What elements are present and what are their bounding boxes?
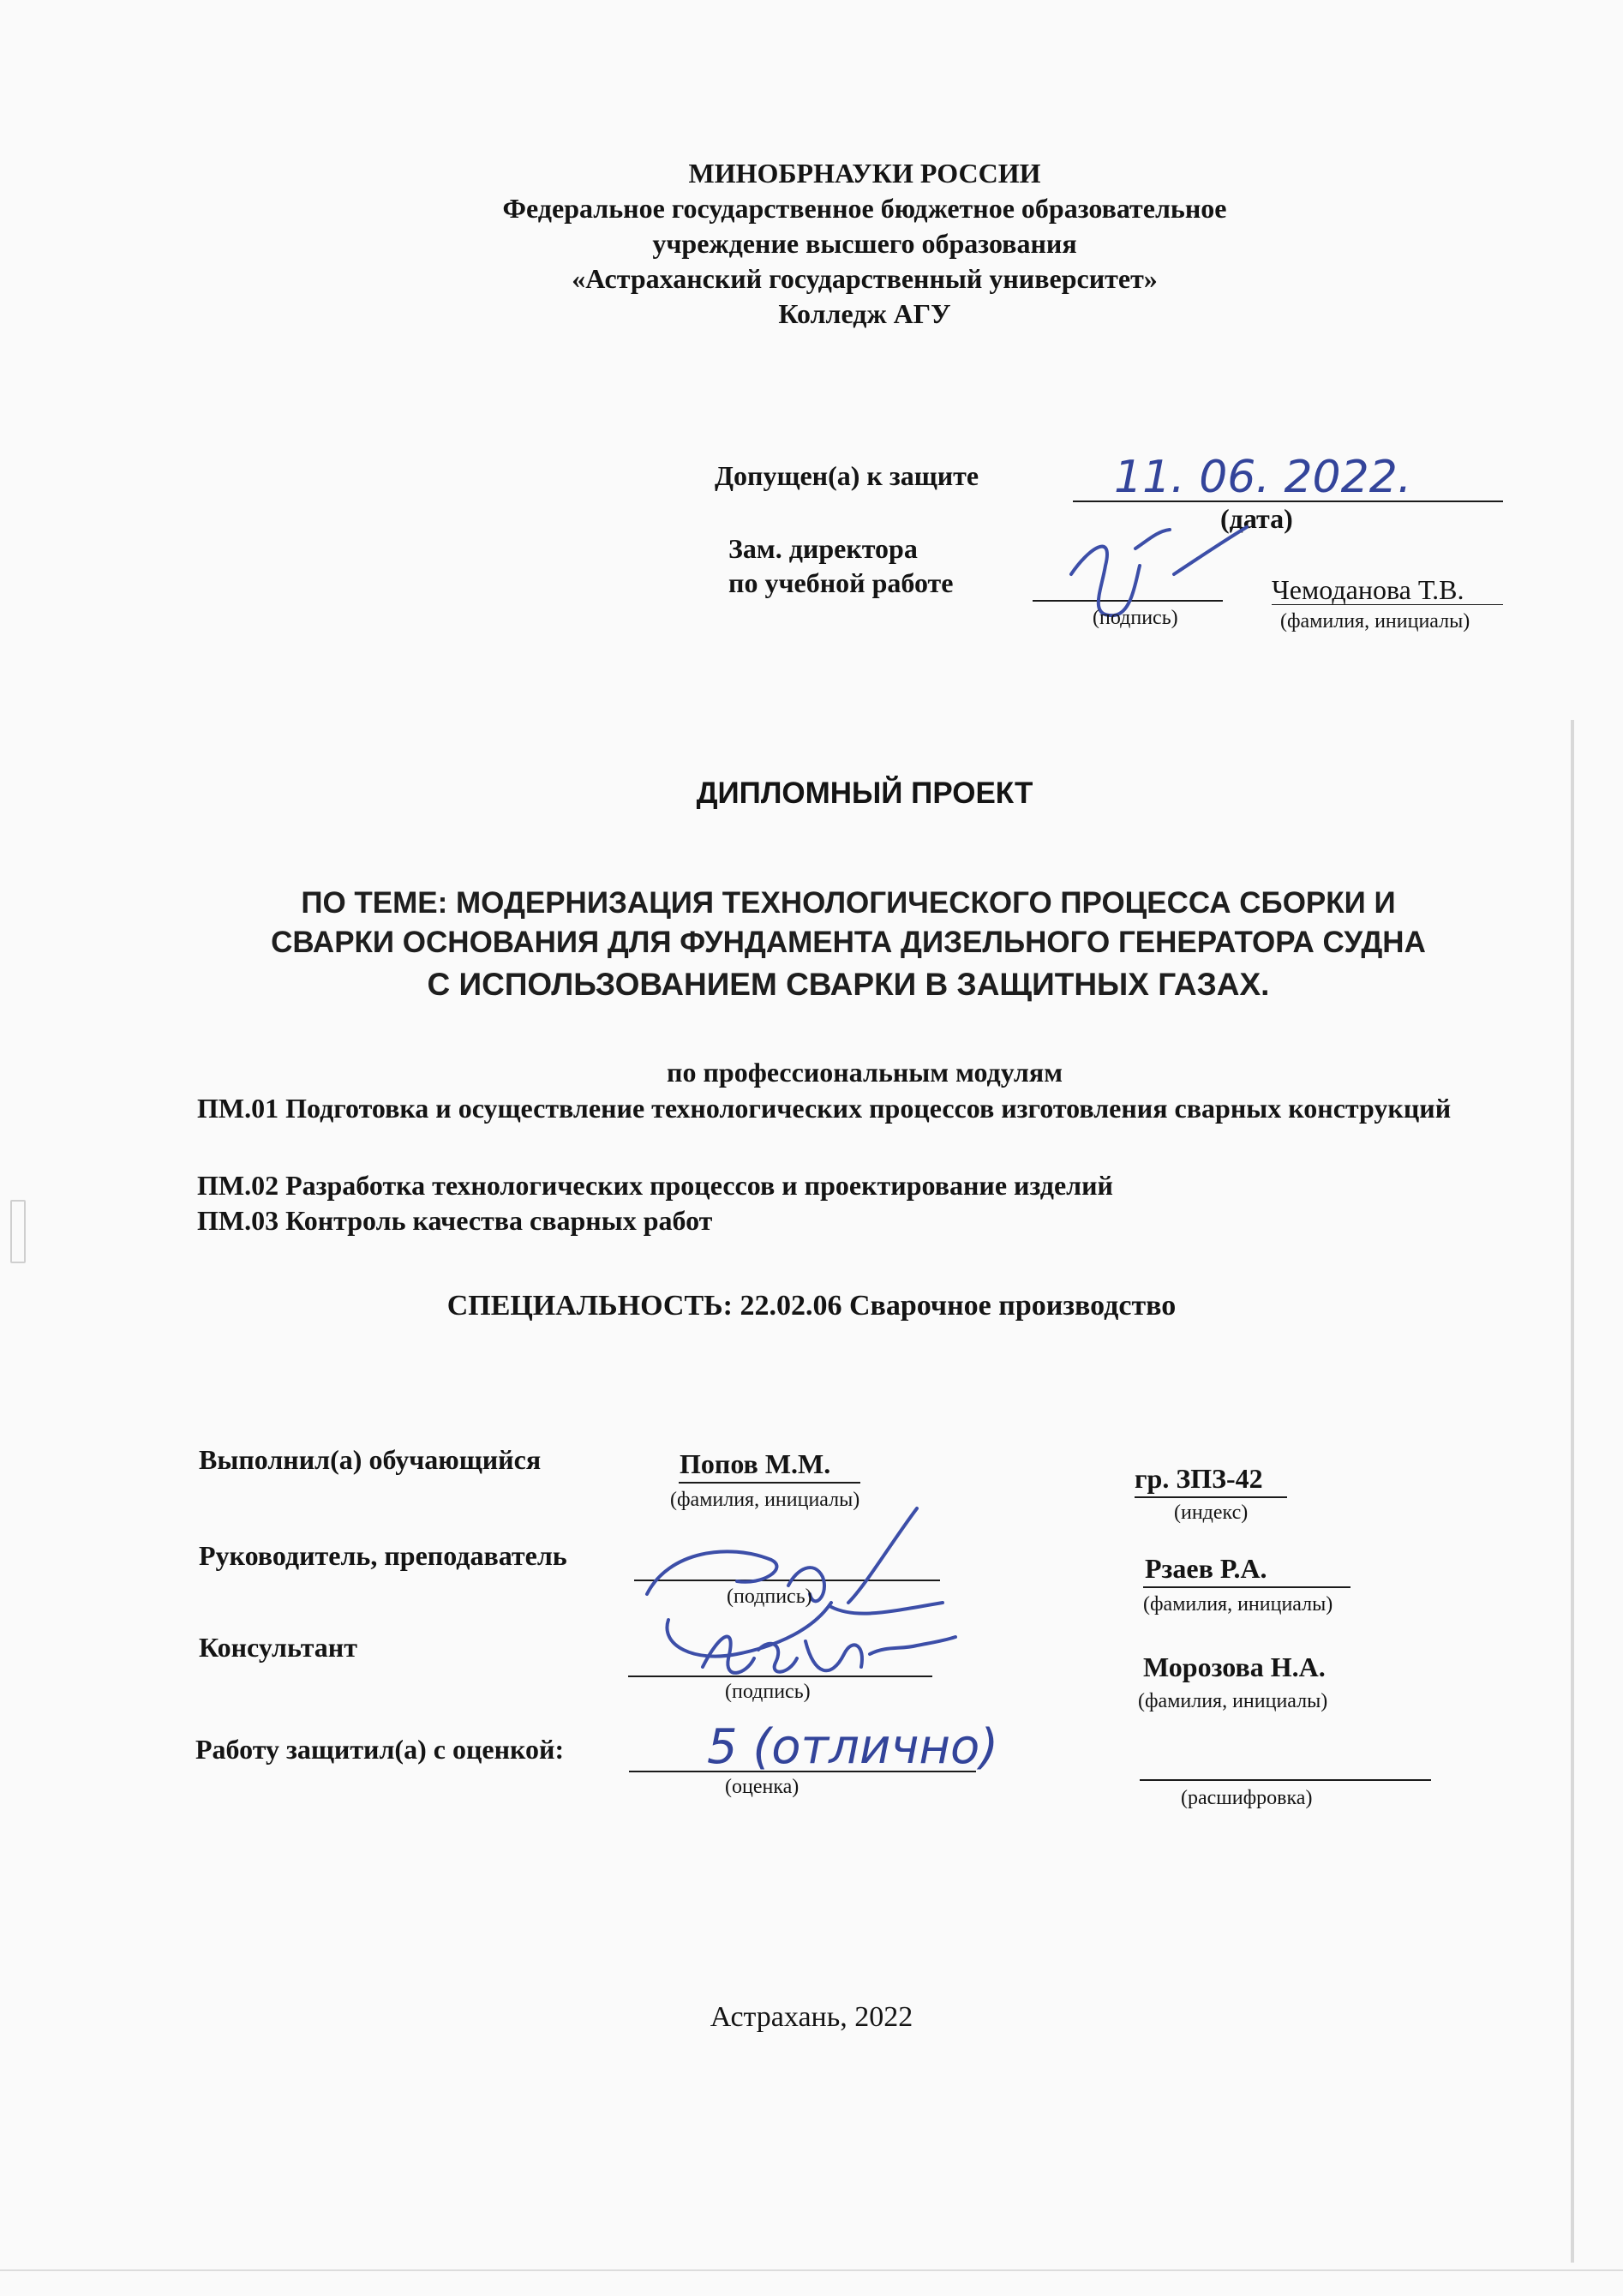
university-name: «Астраханский государственный университет» bbox=[572, 263, 1158, 294]
topic-line-1: ПО ТЕМЕ: МОДЕРНИЗАЦИЯ ТЕХНОЛОГИЧЕСКОГО ПРОЦЕССА СБОРКИ И bbox=[301, 886, 1396, 920]
student-name: Попов М.М. bbox=[680, 1448, 831, 1479]
defense-label: Работу защитил(а) с оценкой: bbox=[195, 1734, 565, 1765]
institution-line-1: Федеральное государственное бюджетное образовательное bbox=[502, 193, 1227, 224]
consultant-name: Морозова Н.А. bbox=[1143, 1652, 1326, 1682]
student-name-underline bbox=[679, 1482, 860, 1484]
document-type: ДИПЛОМНЫЙ ПРОЕКТ bbox=[696, 776, 1033, 810]
deputy-name-caption: (фамилия, инициалы) bbox=[1280, 610, 1470, 632]
supervisor-name-underline bbox=[1143, 1586, 1351, 1588]
decoding-line bbox=[1140, 1779, 1431, 1781]
deputy-title-line-2: по учебной работе bbox=[728, 567, 954, 598]
supervisor-name: Рзаев Р.А. bbox=[1145, 1553, 1267, 1584]
specialty: СПЕЦИАЛЬНОСТЬ: 22.02.06 Сварочное производство bbox=[446, 1290, 1177, 1322]
date-caption: (дата) bbox=[1220, 503, 1293, 534]
supervisor-name-caption: (фамилия, инициалы) bbox=[1143, 1593, 1333, 1616]
city-year: Астрахань, 2022 bbox=[710, 2001, 913, 2033]
student-name-caption: (фамилия, инициалы) bbox=[670, 1489, 860, 1511]
modules-intro: по профессиональным модулям bbox=[667, 1057, 1063, 1088]
svg-text:5 (отлично): 5 (отлично) bbox=[707, 1719, 999, 1775]
module-1: ПМ.01 Подготовка и осуществление технологических процессов изготовления сварных конструкций bbox=[197, 1093, 1452, 1124]
ministry-title: МИНОБРНАУКИ РОССИИ bbox=[688, 158, 1041, 189]
supervisor-label: Руководитель, преподаватель bbox=[199, 1540, 567, 1571]
consultant-label: Консультант bbox=[199, 1632, 357, 1663]
scan-edge-bottom bbox=[0, 2269, 1623, 2271]
grade-caption: (оценка) bbox=[725, 1776, 800, 1798]
admitted-label: Допущен(а) к защите bbox=[715, 460, 979, 491]
handwritten-date bbox=[1105, 447, 1465, 507]
supervisor-signature-caption: (подпись) bbox=[727, 1586, 812, 1608]
group-index: гр. ЗПЗ-42 bbox=[1135, 1463, 1263, 1494]
deputy-title-line-1: Зам. директора bbox=[728, 533, 918, 564]
institution-line-2: учреждение высшего образования bbox=[652, 228, 1077, 259]
group-underline bbox=[1135, 1496, 1287, 1498]
deputy-name: Чемоданова Т.В. bbox=[1272, 574, 1464, 605]
student-label: Выполнил(а) обучающийся bbox=[199, 1444, 542, 1475]
group-caption: (индекс) bbox=[1174, 1502, 1249, 1524]
decoding-caption: (расшифровка) bbox=[1181, 1787, 1313, 1809]
scan-mark-left bbox=[10, 1200, 26, 1263]
deputy-name-underline bbox=[1272, 604, 1503, 605]
topic-line-2: СВАРКИ ОСНОВАНИЯ ДЛЯ ФУНДАМЕНТА ДИЗЕЛЬНОГО ГЕНЕРАТОРА СУДНА bbox=[271, 926, 1426, 959]
topic-line-3: С ИСПОЛЬЗОВАНИЕМ СВАРКИ В ЗАЩИТНЫХ ГАЗАХ. bbox=[427, 967, 1270, 1002]
svg-text:11. 06. 2022.: 11. 06. 2022. bbox=[1114, 452, 1412, 503]
deputy-signature-caption: (подпись) bbox=[1093, 607, 1178, 629]
consultant-signature-caption: (подпись) bbox=[725, 1681, 811, 1703]
consultant-name-caption: (фамилия, инициалы) bbox=[1138, 1690, 1328, 1712]
module-2: ПМ.02 Разработка технологических процессов и проектирование изделий bbox=[197, 1170, 1113, 1201]
module-3: ПМ.03 Контроль качества сварных работ bbox=[197, 1205, 713, 1236]
handwritten-grade bbox=[703, 1710, 1028, 1778]
college-name: Колледж АГУ bbox=[778, 298, 951, 329]
